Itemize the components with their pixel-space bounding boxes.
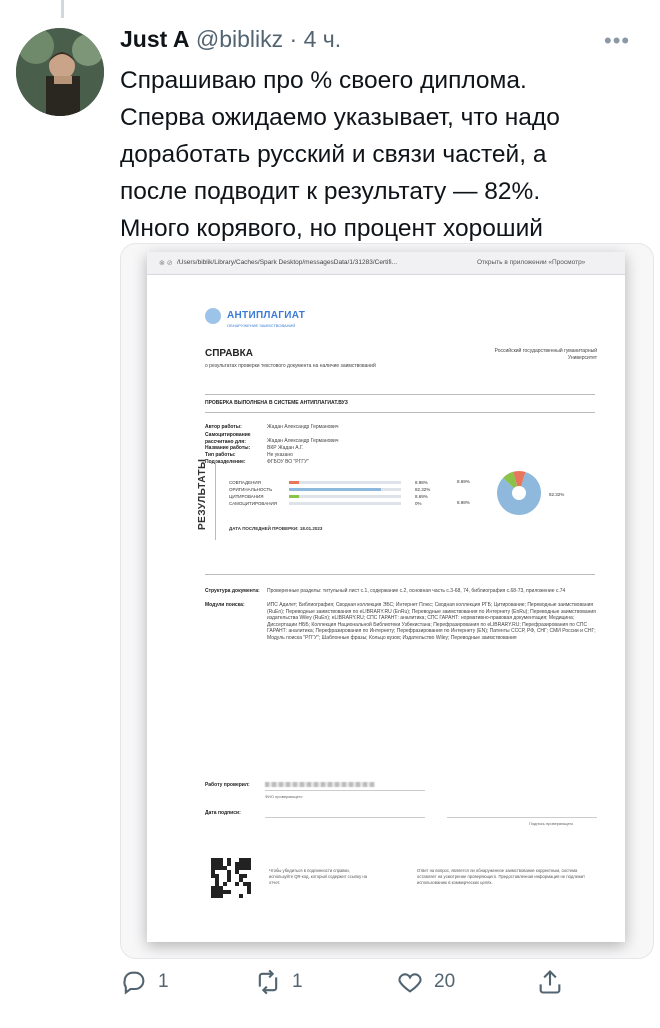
document-title: СПРАВКА <box>205 348 253 359</box>
result-bar-track <box>289 502 401 505</box>
result-bar-fill <box>289 481 299 484</box>
tweet-line: Много корявого, но процент хороший <box>120 215 543 242</box>
like-button[interactable] <box>396 968 455 996</box>
qr-module <box>247 866 251 870</box>
checked-by-label: Работу проверил: <box>205 782 250 788</box>
thread-line <box>61 0 64 18</box>
blurred-checker-name <box>265 782 375 787</box>
reply-count: 1 <box>158 971 169 992</box>
qr-module <box>227 890 231 894</box>
meta-value: Жадан Александр Германович <box>267 424 339 430</box>
system-line: ПРОВЕРКА ВЫПОЛНЕНА В СИСТЕМЕ АНТИПЛАГИАТ.ВУЗ <box>205 400 348 406</box>
divider <box>205 574 595 575</box>
tweet-line: Спрашиваю про % своего диплома. <box>120 67 527 94</box>
reply-button[interactable] <box>120 968 169 996</box>
meta-key: Автор работы: <box>205 424 242 430</box>
pie-label-original: 82.32% <box>549 492 565 497</box>
like-count: 20 <box>434 971 456 992</box>
signature-line <box>265 817 425 818</box>
document-path: /Users/biblik/Library/Caches/Spark Desktop/messagesData/1/31283/Certifi... <box>177 259 398 266</box>
open-in-preview: Открыть в приложении «Просмотр» <box>477 259 586 266</box>
tweet-line: доработать русский и связи частей, а <box>120 141 547 168</box>
meta-key: Подразделение: <box>205 459 246 465</box>
result-bar-track <box>289 481 401 484</box>
logo-sub: ОБНАРУЖЕНИЕ ЗАИМСТВОВАНИЙ <box>227 323 296 328</box>
document-window <box>147 252 625 942</box>
logo-name: АНТИПЛАГИАТ <box>227 310 306 321</box>
reply-icon <box>120 968 148 996</box>
tweet-actions <box>120 968 640 1008</box>
result-name: САМОЦИТИРОВАНИЯ <box>229 501 277 506</box>
antiplagiat-logo-icon <box>205 308 221 324</box>
qr-module <box>239 894 243 898</box>
result-value: 8.98% <box>415 480 428 485</box>
divider <box>205 412 595 413</box>
qr-module <box>243 874 247 878</box>
qr-module <box>247 890 251 894</box>
tweet-header <box>120 26 341 53</box>
meta-value: Жадан Александр Германович <box>267 438 339 444</box>
share-button[interactable] <box>536 968 564 996</box>
university-name: Российский государственный гуманитарный Университет <box>494 348 597 361</box>
avatar[interactable] <box>16 28 104 116</box>
structure-value: Проверенные разделы: титульный лист с.1, содержание с.2, основная часть с.3-68, 74, библиография с.68-73, приложение с.74 <box>267 588 566 594</box>
tweet-text <box>120 62 640 247</box>
tweet-time[interactable]: 4 ч. <box>303 26 342 52</box>
pie-hole <box>512 486 526 500</box>
author-handle[interactable]: @biblikz <box>195 26 284 52</box>
retweet-count: 1 <box>292 971 303 992</box>
signature-line <box>265 790 425 791</box>
qr-code-icon <box>211 858 251 898</box>
qr-module <box>227 862 231 866</box>
more-horizontal-icon[interactable]: ••• <box>604 28 631 53</box>
qr-module <box>227 878 231 882</box>
meta-value: ВКР Жадан А.Г. <box>267 445 304 451</box>
tweet-line: Сперва ожидаемо указывает, что надо <box>120 104 560 131</box>
footer-right: Ответ на вопрос, является ли обнаруженное заимствование корректным, система оставляет на усмотрение проверяющего. Предоставленная информация не подлежит использованию в коммерческих целях. <box>417 868 586 885</box>
meta-key: Тип работы: <box>205 452 236 458</box>
signature-line <box>447 817 597 818</box>
document-page <box>147 274 625 942</box>
result-name: ОРИГИНАЛЬНОСТЬ <box>229 487 273 492</box>
author-name[interactable]: Just A <box>120 26 190 52</box>
tweet-media-image[interactable] <box>120 243 654 959</box>
result-value: 8.69% <box>415 494 428 499</box>
window-controls-icon: ⊗ ⊘ <box>159 260 173 267</box>
tweet-line: после подводит к результату — 82%. <box>120 178 541 205</box>
result-bar-track <box>289 488 401 491</box>
results-label: РЕЗУЛЬТАТЫ <box>197 458 208 530</box>
pie-label-citation: 8.69% <box>457 479 470 484</box>
result-value: 82.32% <box>415 487 431 492</box>
result-name: ЦИТИРОВАНИЯ <box>229 494 264 499</box>
retweet-button[interactable] <box>254 968 303 996</box>
sign-caption: Подпись проверяющего <box>529 821 574 826</box>
fio-caption: ФИО проверяющего <box>265 794 303 799</box>
meta-key: Самоцитирование рассчитано для: <box>205 432 251 445</box>
result-bar-track <box>289 495 401 498</box>
results-pie-chart <box>495 469 543 517</box>
retweet-icon <box>254 968 282 996</box>
modules-value: ИПС Адилет; Библиография; Сводная коллекция ЭБС; Интернет Плюс; Сводная коллекция РГБ; Цитирование; Переводные заимствования (RuEn); Переводные заимствования по eLIBRARY.RU (EnRu); Переводные заимствования по Интернету (EnRu); Переводные заимствования издательства Wiley (RuEn); eLIBRARY.RU; СПС ГАРАНТ: аналитика; СПС ГАРАНТ: нормативно-правовая документация; Медицина; Диссертации НББ; Коллекция Национальной Библиотеки Узбекистана; Перефразирования по eLIBRARY.RU; Перефразирования по СПС ГАРАНТ: аналитика; Перефразирования по Интернету; Перефразирования по Интернету (EN); Патенты СССР, РФ, СНГ; СМИ России и СНГ; Модуль поиска "РГГУ"; Шаблонные фразы; Кольцо вузов; Издательство Wiley; Переводные заимствования <box>267 602 596 641</box>
document-titlebar <box>147 252 625 275</box>
avatar-photo <box>16 28 104 116</box>
divider <box>205 394 595 395</box>
result-value: 0% <box>415 501 422 506</box>
pie-label-match: 8.98% <box>457 500 470 505</box>
heart-icon <box>396 968 424 996</box>
date-sign-label: Дата подписи: <box>205 810 241 816</box>
meta-value: ФГБОУ ВО "РГГУ" <box>267 459 310 465</box>
separator-dot: · <box>289 26 298 52</box>
structure-key: Структура документа: <box>205 588 260 594</box>
meta-value: Не указано <box>267 452 293 458</box>
modules-key: Модули поиска: <box>205 602 245 608</box>
document-subtitle: о результатах проверки текстового документа на наличие заимствований <box>205 363 376 369</box>
qr-module <box>235 882 239 886</box>
qr-module <box>223 882 227 886</box>
result-bar-fill <box>289 495 299 498</box>
meta-key: Название работы: <box>205 445 251 451</box>
result-name: СОВПАДЕНИЯ <box>229 480 261 485</box>
result-bar-fill <box>289 488 381 491</box>
qr-module <box>219 894 223 898</box>
footer-left: Чтобы убедиться в подлинности справки, используйте QR-код, который содержит ссылку на отчет. <box>269 868 368 885</box>
share-icon <box>536 968 564 996</box>
last-check-date: ДАТА ПОСЛЕДНЕЙ ПРОВЕРКИ: 18.01.2023 <box>229 526 323 531</box>
